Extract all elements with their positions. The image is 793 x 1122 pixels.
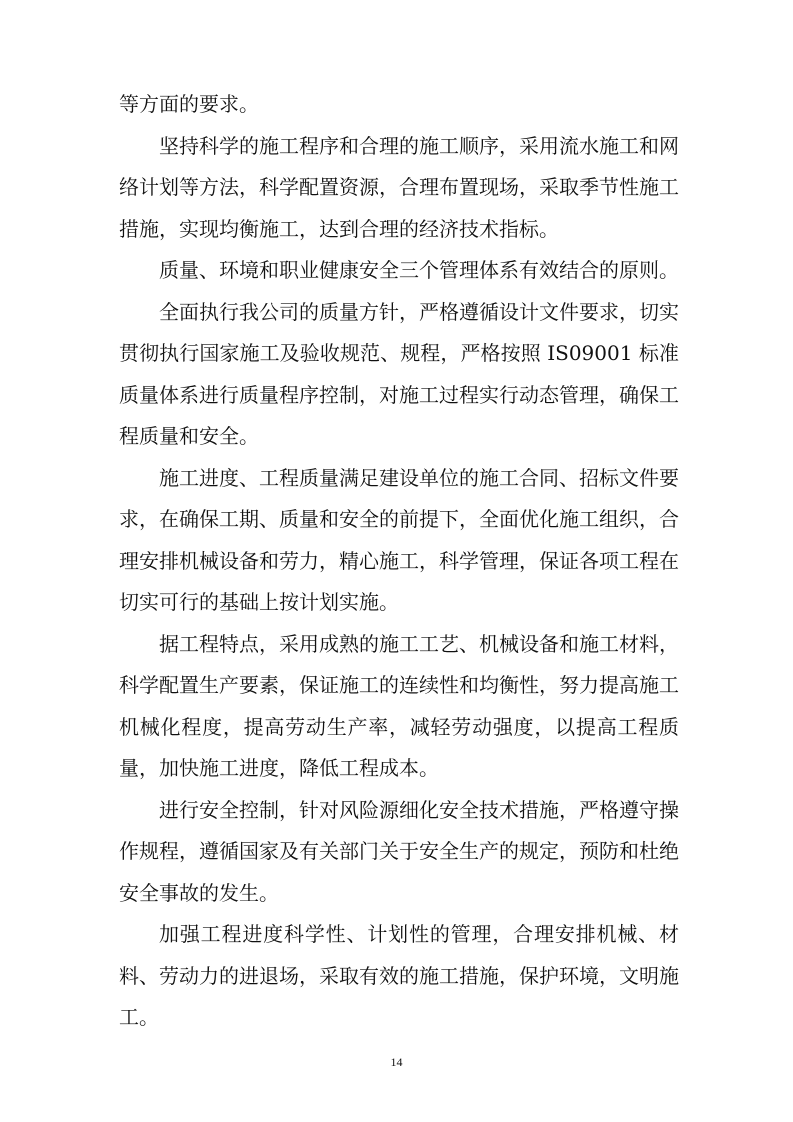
paragraph-schedule-quality: 施工进度、工程质量满足建设单位的施工合同、招标文件要求，在确保工期、质量和安全的前提下，全面优化施工组织，合理安排机械设备和劳力，精心施工，科学管理，保证各项工程在切实可行的基础上按计划实施。 [119, 465, 679, 614]
paragraph-engineering-features: 据工程特点，采用成熟的施工工艺、机械设备和施工材料，科学配置生产要素，保证施工的连续性和均衡性，努力提高施工机械化程度，提高劳动生产率，减轻劳动强度，以提高工程质量，加快施工进度，降低工程成本。 [119, 631, 679, 780]
paragraph-safety-control: 进行安全控制，针对风险源细化安全技术措施，严格遵守操作规程，遵循国家及有关部门关于安全生产的规定，预防和杜绝安全事故的发生。 [119, 797, 679, 905]
page-number: 14 [390, 1055, 403, 1069]
paragraph-quality-policy: 全面执行我公司的质量方针，严格遵循设计文件要求，切实贯彻执行国家施工及验收规范、规程，严格按照 IS09001 标准质量体系进行质量程序控制，对施工过程实行动态管理，确保工程质量和安全。 [119, 299, 679, 448]
paragraph-continuation: 等方面的要求。 [119, 92, 259, 116]
paragraph-progress-management: 加强工程进度科学性、计划性的管理，合理安排机械、材料、劳动力的进退场，采取有效的施工措施，保护环境，文明施工。 [119, 922, 679, 1029]
paragraph-construction-sequence: 坚持科学的施工程序和合理的施工顺序，采用流水施工和网络计划等方法，科学配置资源，合理布置现场，采取季节性施工措施，实现均衡施工，达到合理的经济技术指标。 [119, 133, 679, 241]
paragraph-management-systems: 质量、环境和职业健康安全三个管理体系有效结合的原则。 [159, 258, 679, 282]
document-body [119, 84, 679, 1039]
